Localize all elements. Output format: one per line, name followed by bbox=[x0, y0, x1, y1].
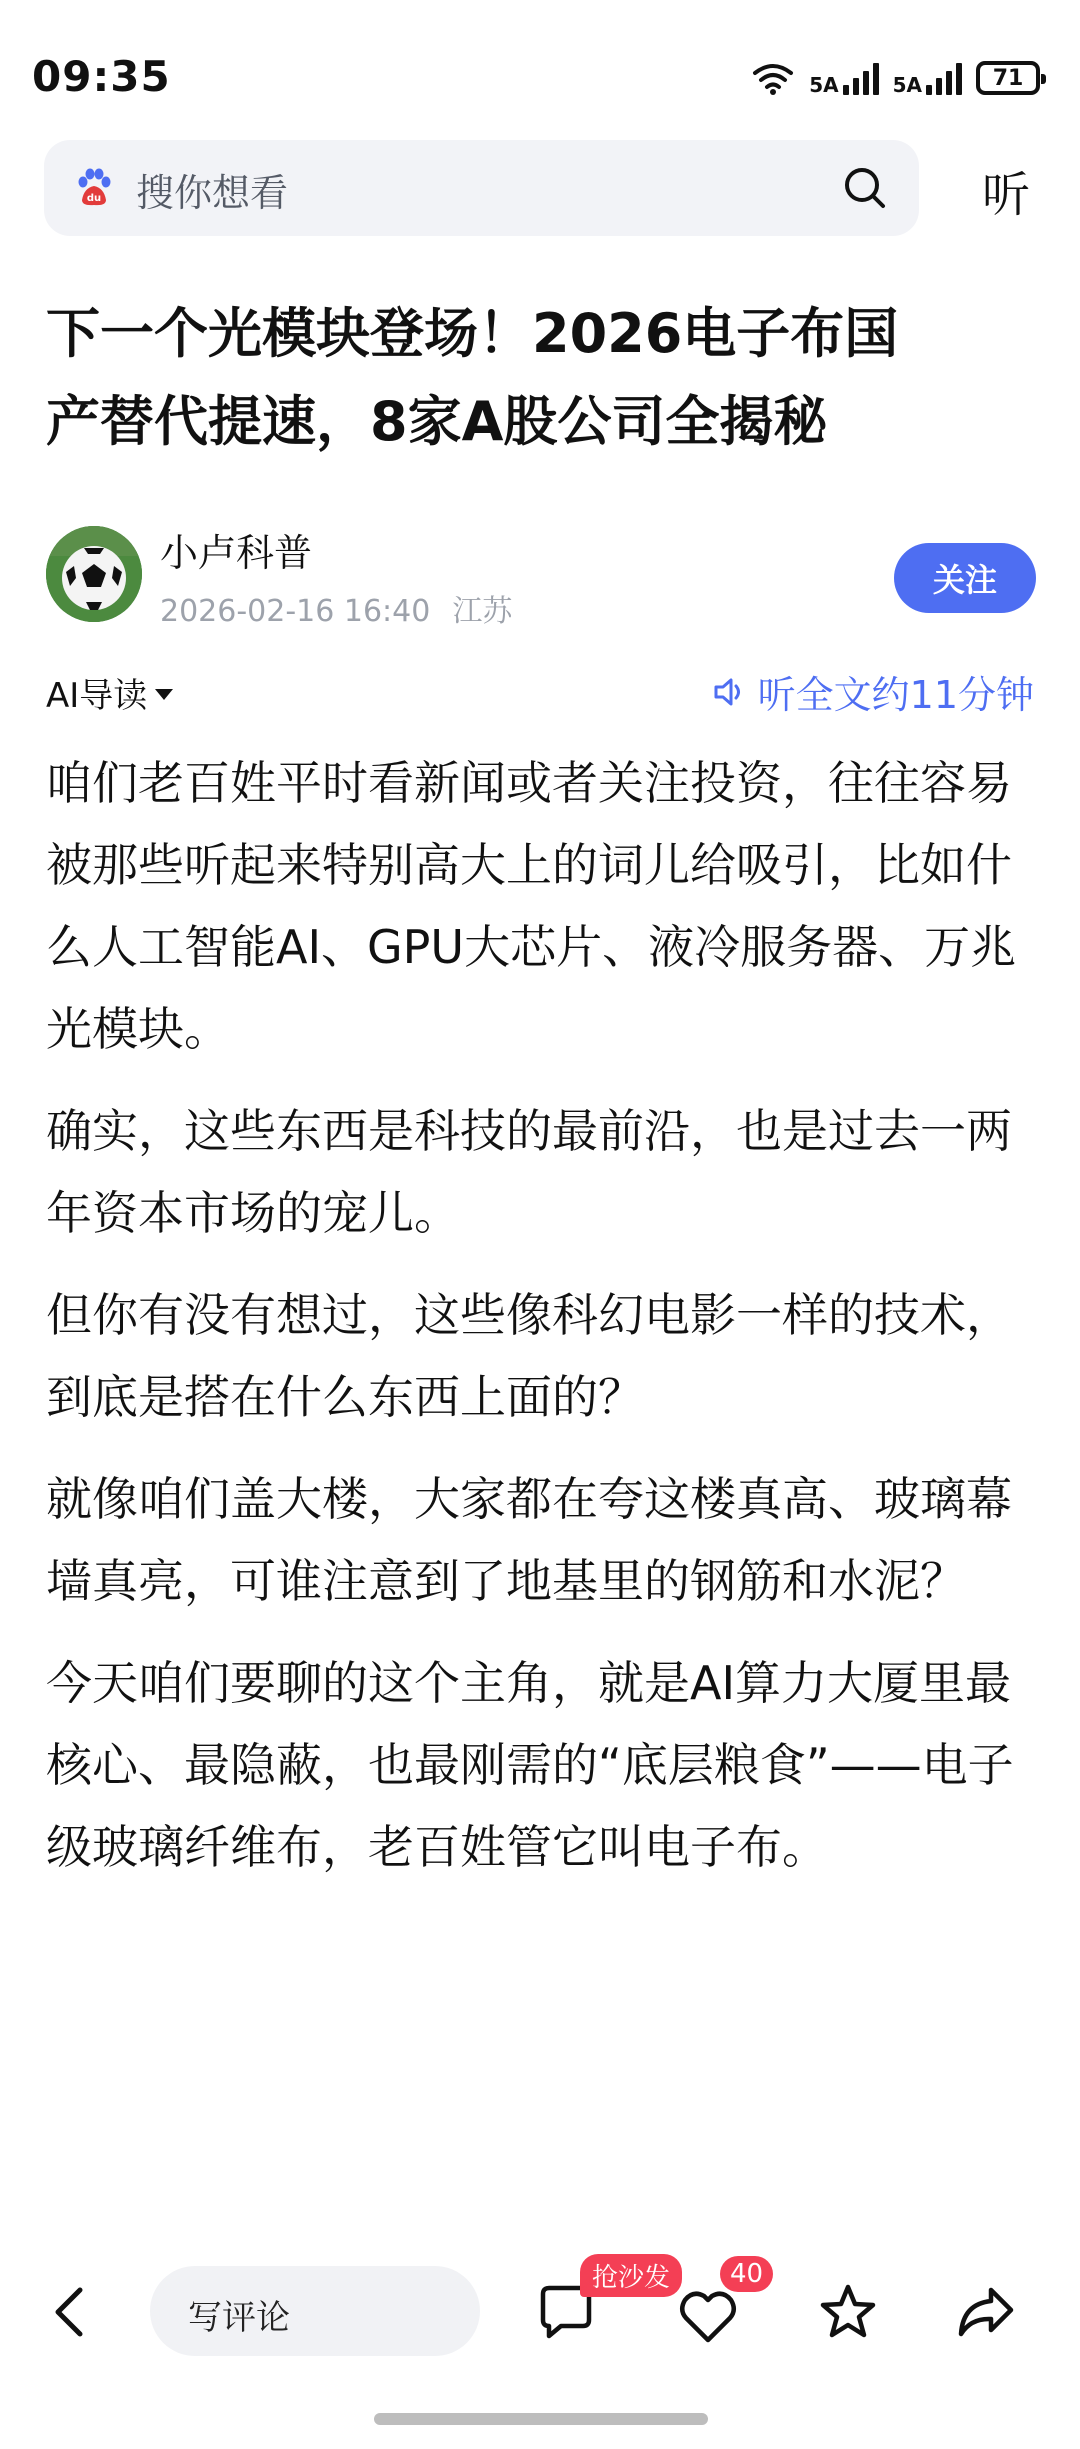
home-indicator[interactable] bbox=[374, 2413, 708, 2425]
signal-icon-2 bbox=[926, 61, 962, 95]
search-placeholder: 搜你想看 bbox=[136, 171, 289, 215]
status-time: 09:35 bbox=[32, 52, 171, 101]
search-icon[interactable] bbox=[841, 164, 889, 212]
baidu-paw-icon bbox=[74, 168, 114, 208]
search-input[interactable] bbox=[44, 140, 919, 236]
bottom-action-bar bbox=[0, 2228, 1080, 2449]
article-title bbox=[46, 290, 1046, 466]
comment-input[interactable] bbox=[150, 2266, 480, 2356]
network-label-2: 5A bbox=[892, 73, 922, 97]
avatar[interactable] bbox=[46, 526, 142, 622]
speaker-icon bbox=[712, 674, 748, 710]
comment-placeholder: 写评论 bbox=[188, 2298, 290, 2338]
article-paragraph: 咱们老百姓平时看新闻或者关注投资，往往容易被那些听起来特别高大上的词儿给吸引，比如什么人工智能AI、GPU大芯片、液冷服务器、万兆光模块。 bbox=[46, 756, 1017, 1056]
article-paragraph: 但你有没有想过，这些像科幻电影一样的技术，到底是搭在什么东西上面的？ bbox=[46, 1288, 1012, 1424]
article-paragraph: 确实，这些东西是科技的最前沿，也是过去一两年资本市场的宠儿。 bbox=[46, 1104, 1012, 1240]
status-icons bbox=[751, 56, 1040, 100]
article-paragraph: 今天咱们要聊的这个主角，就是AI算力大厦里最核心、最隐蔽，也最刚需的“底层粮食”——电子级玻璃纤维布，老百姓管它叫电子布。 bbox=[46, 1656, 1014, 1874]
listen-full-text-label: 听全文约11分钟 bbox=[757, 673, 1034, 717]
caret-down-icon bbox=[155, 689, 173, 700]
signal-icon-1 bbox=[843, 61, 879, 95]
share-icon[interactable] bbox=[955, 2282, 1017, 2344]
network-label-1: 5A bbox=[809, 73, 839, 97]
follow-button[interactable]: 关注 bbox=[894, 543, 1036, 613]
publish-date: 2026-02-16 16:40 bbox=[160, 594, 431, 629]
ai-guide-label: AI导读 bbox=[46, 676, 148, 716]
author-meta bbox=[160, 586, 512, 630]
article-body bbox=[46, 742, 1044, 1908]
publish-location: 江苏 bbox=[452, 594, 513, 629]
back-icon[interactable] bbox=[46, 2282, 92, 2342]
author-name[interactable]: 小卢科普 bbox=[160, 531, 313, 575]
soccer-ball-avatar-image bbox=[46, 526, 142, 622]
wifi-icon bbox=[751, 61, 795, 95]
article-title-line-2: 产替代提速，8家A股公司全揭秘 bbox=[46, 390, 828, 453]
like-count-badge: 40 bbox=[720, 2256, 773, 2292]
svg-text:du: du bbox=[86, 193, 102, 204]
status-bar bbox=[0, 0, 1080, 130]
listen-full-text-button[interactable] bbox=[712, 664, 1034, 719]
star-icon[interactable] bbox=[817, 2282, 879, 2344]
listen-button[interactable]: 听 bbox=[982, 167, 1031, 223]
battery-icon bbox=[976, 61, 1040, 95]
article-title-line-1: 下一个光模块登场！2026电子布国 bbox=[46, 302, 899, 365]
heart-icon[interactable] bbox=[677, 2286, 739, 2348]
sofa-badge: 抢沙发 bbox=[580, 2254, 682, 2297]
ai-guide-toggle[interactable] bbox=[46, 668, 173, 717]
search-row bbox=[44, 140, 1044, 236]
battery-level: 71 bbox=[992, 65, 1024, 91]
article-paragraph: 就像咱们盖大楼，大家都在夸这楼真高、玻璃幕墙真亮，可谁注意到了地基里的钢筋和水泥？ bbox=[46, 1472, 1012, 1608]
